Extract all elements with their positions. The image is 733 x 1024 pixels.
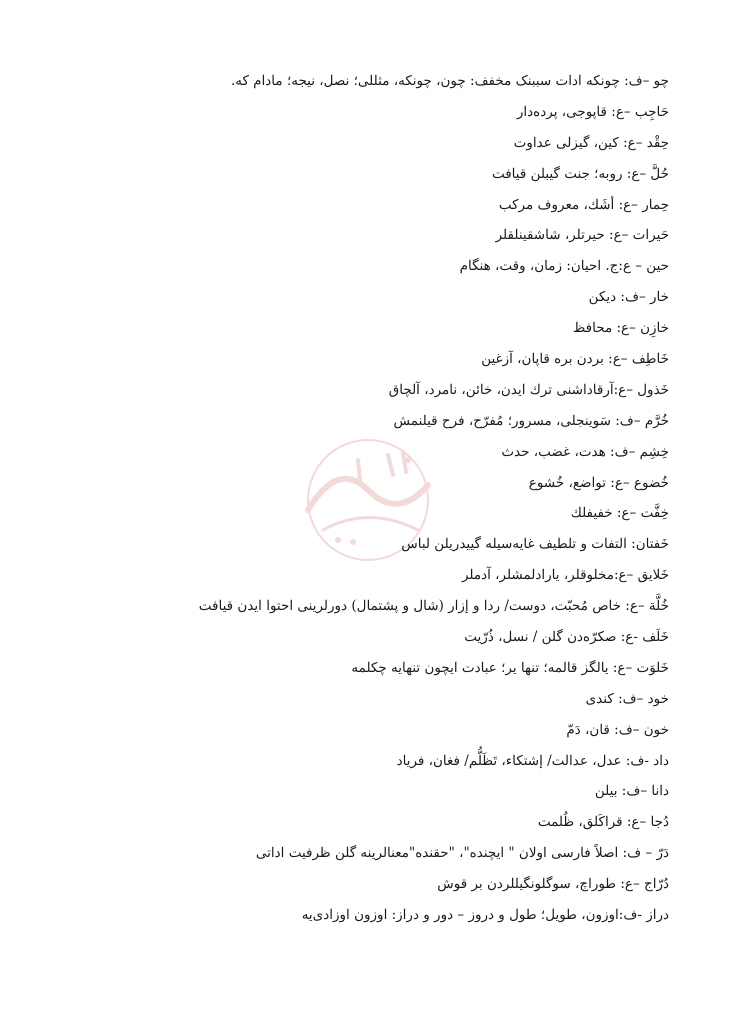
glossary-entry: خود –ف: کندی — [585, 690, 669, 707]
glossary-entry: خِشِم –ف: هدت، غضب، حدث — [501, 443, 669, 460]
glossary-entry: دراز -ف:اوزون، طویل؛ طول و دروز – دور و دراز: اوزون اوزادی‌یه — [301, 907, 669, 924]
glossary-entry: حین – ع:ج. احیان: زمان، وقت، هنگام — [459, 258, 669, 275]
glossary-entry: خَاطِف –ع: بردن بره قاپان، آزغین — [481, 351, 669, 368]
glossary-entry: خُضوع –ع: تواضع، خُشوع — [528, 474, 669, 491]
glossary-entry: خون –ف: قان، دَمّ — [566, 721, 669, 738]
glossary-entry: خُرَّم –ف: سَوینجلی، مسرور؛ مُفرّح، فرح قیلنمش — [393, 412, 669, 429]
glossary-entry: خار –ف: دیکن — [588, 289, 669, 306]
glossary-entry: حَاجِب –ع: قاپوجی، پرده‌دار — [516, 103, 669, 120]
glossary-entry: دَرّ – ف: اصلاً فارسی اولان " ایچنده"، "حقنده"معنالرینه گلن ظرفیت اداتی — [255, 845, 669, 862]
glossary-entry: خازِن –ع: محافظ — [572, 320, 669, 337]
glossary-entry: خَفتان: التفات و تلطیف غایه‌سیله گییدریلن لباس — [401, 536, 669, 553]
glossary-entry: حِقْد –ع: کین، گیزلی عداوت — [513, 134, 669, 151]
glossary-entry: حَیرات –ع: حیرتلر، شاشقینلقلر — [495, 227, 669, 244]
glossary-entry: خَلَف -ع: صکرّه‌دن گلن / نسل، ذُرّیت — [464, 629, 669, 646]
glossary-list — [49, 66, 669, 931]
glossary-entry: خَلوَت –ع: یالگز قالمه؛ تنها یر؛ عبادت ایچون تنهایه چکلمه — [351, 659, 669, 676]
glossary-entry: حِمار –ع: أشَك، معروف مرکب — [498, 196, 669, 213]
glossary-entry: خِفَّت –ع: خفیفلك — [570, 505, 669, 522]
glossary-entry: خُلَّة –ع: خاص مُحبّت، دوست/ ردا و إزار (شال و پشتمال) دورلرینی احتوا ایدن قیافت — [198, 598, 669, 615]
glossary-entry: خَذول –ع:آرقاداشنی ترك ایدن، خائن، نامرد، آلچاق — [388, 381, 669, 398]
glossary-entry: دانا –ف: بیلن — [594, 783, 669, 800]
glossary-entry: داد -ف: عدل، عدالت/ إشتکاء، تَظَلُّم/ فغان، فریاد — [396, 752, 669, 769]
glossary-entry: حُلَّ –ع: روبه؛ جنت گیبلن قیافت — [491, 165, 669, 182]
glossary-entry: دُجا –ع: قراکَلق، ظُلمت — [537, 814, 669, 831]
glossary-entry: چو –ف: چونکه ادات سببنک مخفف: چون، چونکه، مثللی؛ نصل، نیجه؛ مادام که. — [230, 73, 669, 89]
glossary-entry: دُرّاج –ع: طوراچ، سوگلونگیللردن بر قوش — [437, 876, 669, 893]
glossary-entry: خَلایق –ع:مخلوقلر، یارادلمشلر، آدملر — [461, 567, 669, 584]
